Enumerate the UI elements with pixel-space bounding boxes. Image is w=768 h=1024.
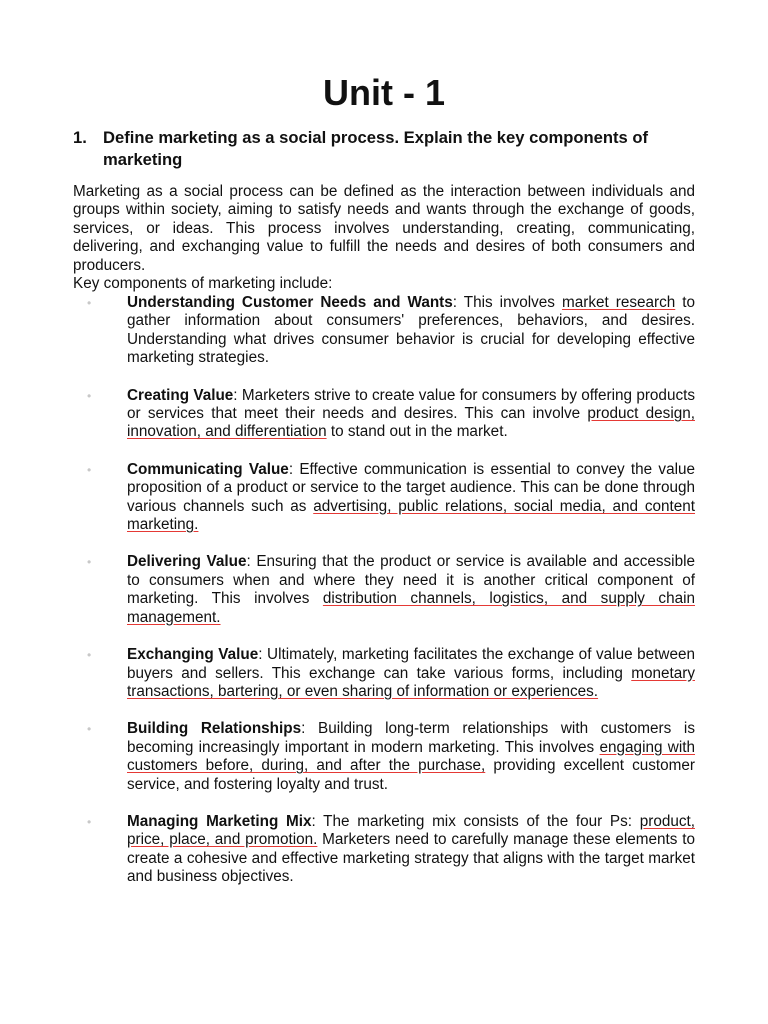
component-text: to gather information about consumers' preferences, behaviors, and desires. Understanding what drives consumer behavior is crucial for developing effective marketing strategies. xyxy=(127,294,696,367)
intro-paragraph: Marketing as a social process can be defined as the interaction between individuals and groups within society, aiming to satisfy needs and wants through the exchange of goods, services, or ideas. This process involves understanding, creating, communicating, delivering, and exchanging value to fulfill the needs and desires of both consumers and producers. xyxy=(73,183,695,274)
underlined-phrase: product, price, place, and promotion. xyxy=(127,812,695,849)
component-term: Creating Value xyxy=(127,386,234,404)
bullet-icon: • xyxy=(87,555,92,570)
underlined-phrase: advertising, public relations, social media, and content marketing. xyxy=(127,497,696,534)
component-text: Marketers need to carefully manage these elements to create a cohesive and effective marketing strategy that aligns with the target market and business objectives. xyxy=(127,831,695,886)
page-title: Unit - 1 xyxy=(323,72,445,113)
bullet-icon: • xyxy=(87,296,92,310)
list-item xyxy=(87,812,695,887)
component-text: : Building long-term relationships with customers is becoming increasingly important in modern marketing. This involves xyxy=(127,720,695,756)
component-term: Understanding Customer Needs and Wants xyxy=(127,294,453,311)
components-list xyxy=(87,294,696,906)
question-heading xyxy=(73,127,695,171)
component-text: providing excellent customer service, and fostering loyalty and trust. xyxy=(127,757,695,793)
component-term: Delivering Value xyxy=(127,553,247,571)
bullet-icon: • xyxy=(87,814,92,829)
underlined-phrase: engaging with customers before, during, and after the purchase, xyxy=(127,738,696,775)
component-text: : The marketing mix consists of the four Ps: xyxy=(311,812,640,830)
components-lead-in: Key components of marketing include: xyxy=(73,275,333,293)
underlined-phrase: monetary transactions, bartering, or even sharing of information or experiences. xyxy=(127,664,695,700)
component-text: : Ensuring that the product or service is available and accessible to consumers when and where they need it is another critical component of marketing. This involves xyxy=(127,553,695,608)
component-text: : Marketers strive to create value for consumers by offering products or services that meet their needs and desires. This can involve xyxy=(127,386,695,423)
intro-section xyxy=(73,183,695,293)
component-term: Exchanging Value xyxy=(127,646,259,664)
component-text: to stand out in the market. xyxy=(326,423,508,441)
underlined-phrase: product design, innovation, and differentiation xyxy=(127,405,695,441)
list-item xyxy=(87,553,695,627)
bullet-icon: • xyxy=(87,722,92,737)
underlined-phrase: distribution channels, logistics, and supply chain management. xyxy=(127,590,695,626)
list-item xyxy=(87,720,696,794)
component-text: : Effective communication is essential to convey the value proposition of a product or service to the target audience. This can be done through various channels such as xyxy=(127,460,695,515)
underlined-phrase: market research xyxy=(561,294,676,311)
list-item xyxy=(87,294,696,368)
component-term: Communicating Value xyxy=(127,460,289,478)
bullet-icon: • xyxy=(87,462,92,477)
list-item xyxy=(87,646,695,701)
bullet-icon: • xyxy=(87,388,92,403)
question-text: Define marketing as a social process. Explain the key components of marketing xyxy=(103,128,649,169)
list-item xyxy=(87,386,695,442)
component-text: : This involves xyxy=(452,294,562,311)
question-number: 1. xyxy=(73,128,87,147)
component-term: Managing Marketing Mix xyxy=(127,812,312,830)
list-item xyxy=(87,460,696,535)
bullet-icon: • xyxy=(87,648,92,663)
component-term: Building Relationships xyxy=(127,720,302,738)
component-text: : Ultimately, marketing facilitates the exchange of value between buyers and sellers. This exchange can take various forms, including xyxy=(127,646,695,682)
